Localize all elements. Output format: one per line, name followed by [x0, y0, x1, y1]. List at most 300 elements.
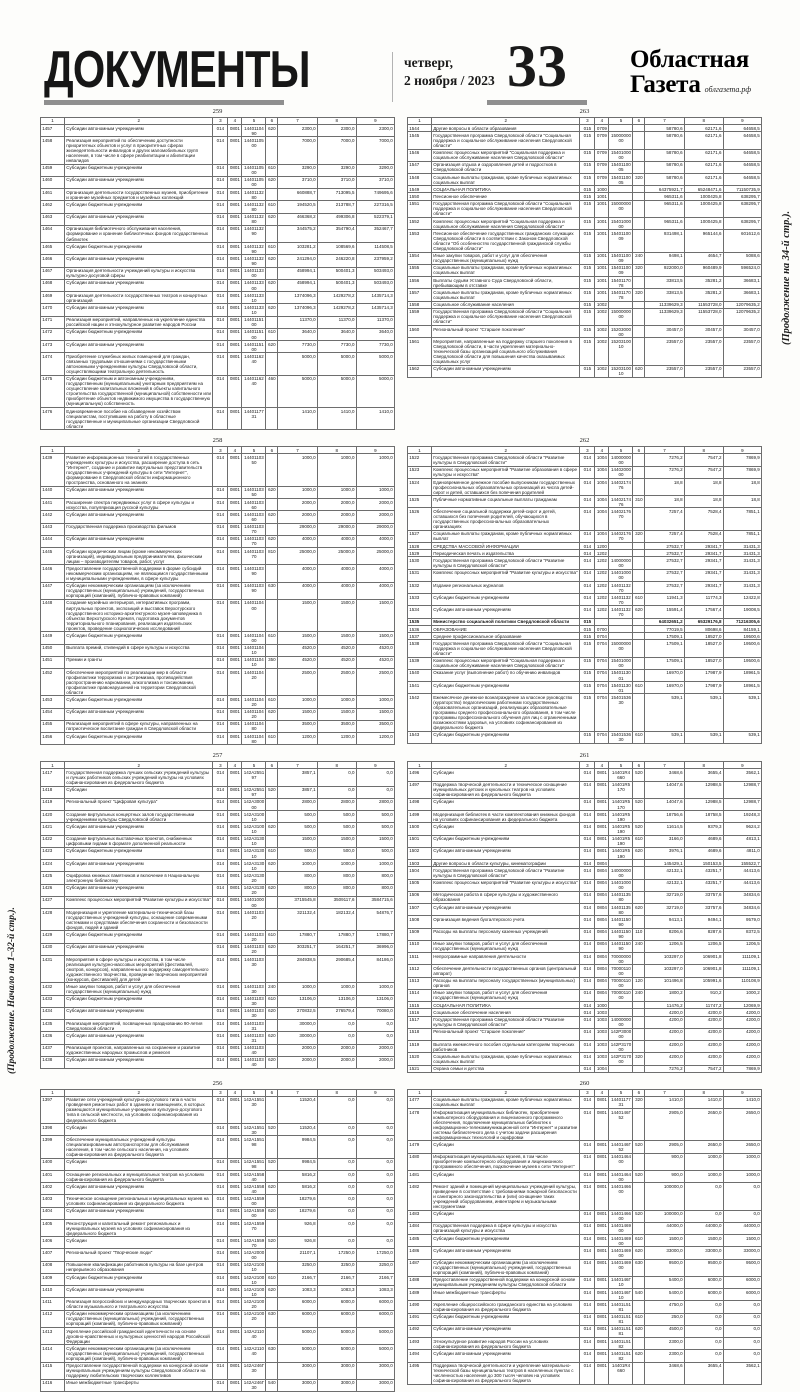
table-row	[41, 769, 395, 786]
table-cell: Комплекс процессных мероприятий "Развитие культуры и искусства"	[65, 896, 213, 908]
table-cell: 610	[633, 1313, 645, 1325]
table-cell: 1440113270	[609, 594, 633, 606]
table-cell: 1524	[408, 478, 432, 495]
table-cell: 250,0	[645, 1313, 685, 1325]
table-cell: 11370,0	[356, 316, 394, 328]
table-cell	[266, 292, 278, 304]
table-cell: Субсидии бюджетным учреждениям	[432, 1313, 580, 1325]
table-cell: 7000000000	[609, 953, 633, 965]
table-cell: 014	[580, 1350, 595, 1362]
table-cell: 0801	[228, 1207, 242, 1219]
table-cell: 1200	[595, 543, 609, 550]
table-cell: 522379,1	[356, 213, 394, 225]
table-cell: 500,0	[278, 847, 318, 859]
table-cell: Пенсионное обеспечение	[432, 193, 580, 200]
table-cell: 014	[580, 1183, 595, 1210]
column-header: 7	[645, 762, 685, 769]
table-cell: 1500,0	[723, 1235, 761, 1247]
table-cell: 9413,1	[645, 916, 685, 928]
table-cell: 014	[213, 292, 228, 304]
masthead-divider	[392, 52, 393, 102]
table-cell: 1472	[41, 328, 65, 340]
table-cell: 25000,0	[317, 548, 356, 565]
table-cell: 2800,0	[317, 798, 356, 810]
table-cell: 1451	[41, 656, 65, 668]
table-cell: 65329176,8	[684, 618, 723, 625]
table-cell: 1440146400	[609, 1153, 633, 1170]
table-cell: 1440110370	[242, 523, 266, 535]
table-cell: Субсидии автономным учреждениям	[432, 365, 580, 377]
table-cell: Среднее профессиональное образование	[432, 633, 580, 640]
table-row	[41, 733, 395, 745]
table-number: 262	[579, 437, 590, 445]
table-row	[408, 496, 762, 508]
table-cell: 926,8	[278, 1237, 318, 1249]
table-number: 261	[579, 752, 590, 760]
table-cell	[633, 308, 645, 325]
table-row	[408, 1096, 762, 1108]
table-cell: 1405	[41, 1219, 65, 1236]
table-cell	[633, 891, 645, 903]
table-cell: 14401R4660	[609, 1362, 633, 1384]
table-cell: СОЦИАЛЬНАЯ ПОЛИТИКА	[432, 186, 580, 193]
table-cell: Субсидии	[432, 1210, 580, 1222]
table-cell: 539,1	[723, 694, 761, 731]
table-cell: 1202	[595, 557, 609, 569]
table-cell: 0704	[595, 657, 609, 669]
column-header: 6	[633, 762, 645, 769]
table-cell: Реализация мероприятий по обеспечению доступности приоритетных объектов и услуг в приоритетных сферах жизнедеятельности инвалидов и других маломобильных групп населения, в том числе в сфере реабилитации и абилитации инвалидов	[65, 137, 213, 164]
table-cell: 5000,0	[278, 1345, 318, 1362]
column-header: 3	[580, 447, 595, 454]
table-cell: 014	[213, 983, 228, 995]
table-cell: 539,1	[723, 731, 761, 743]
table-cell: 142A313010	[243, 848, 265, 859]
table-row	[408, 1259, 762, 1276]
column-header: 1	[408, 1089, 432, 1096]
table-row	[408, 508, 762, 530]
table-cell: 290685,4	[317, 955, 356, 982]
table-cell: 0801	[228, 1273, 242, 1285]
table-row	[408, 550, 762, 557]
table-cell: 4200,0	[723, 1028, 761, 1040]
table-cell: 17987,9	[684, 669, 723, 681]
table-cell: 36683,1	[723, 289, 761, 301]
table-cell: 1440110500	[242, 137, 266, 164]
table-cell: 1440146Г52	[609, 1141, 633, 1153]
table-cell: 014	[213, 769, 228, 786]
table-cell: 1500000000	[609, 640, 633, 657]
table-cell: 0801	[228, 1362, 242, 1379]
table-cell: 1546	[408, 149, 432, 161]
table-cell: 014	[580, 965, 595, 977]
column-header: 1	[408, 447, 432, 454]
table-cell: 1440146Г10	[609, 1276, 633, 1288]
table-cell: 0,0	[317, 1096, 356, 1123]
table-cell: 0,0	[684, 1313, 723, 1325]
table-cell: Социальные выплаты гражданам, кроме публичных нормативных выплат	[432, 530, 580, 542]
table-cell	[633, 1183, 645, 1210]
table-cell: 5000,0	[356, 375, 394, 407]
table-row	[408, 928, 762, 940]
table-cell: 800,0	[356, 872, 394, 884]
table-cell: 014	[580, 928, 595, 940]
table-cell: 1503	[408, 860, 432, 867]
table-cell: 1202	[595, 569, 609, 581]
table-cell: Ремонт зданий и помещений муниципальных учреждений культуры, приведение в соответствие с требованиями пожарной безопасности и санитарного законодательства и (или) оснащение таких учреждений оборудованием, инвентарем и музыкальными инструментами	[432, 1183, 580, 1210]
table-cell: 0801	[228, 884, 242, 896]
table-cell: 0801	[228, 137, 242, 164]
table-cell: 1462	[41, 201, 65, 213]
table-cell: 1500,0	[356, 599, 394, 631]
table-cell: 0801	[228, 786, 242, 798]
table-cell: 1407	[41, 1249, 65, 1261]
column-header: 4	[595, 117, 609, 124]
table-cell: 1561	[408, 338, 432, 365]
table-cell: Развитие информационных технологий в государственных учреждениях культуры и искусства, расширение доступа в сеть "Интернет", создание и развитие виртуальных представительств государственных учреждений культуры в сети "Интернет", формирование в Свердловской области информационного пространства, основанного на знаниях	[65, 454, 213, 486]
table-cell: 2000,0	[356, 499, 394, 511]
table-cell: 0801	[595, 1153, 609, 1170]
table-cell: 1421	[41, 823, 65, 835]
table-cell: 1540113001	[609, 669, 633, 681]
table-row	[408, 132, 762, 149]
table-cell: 014	[213, 523, 228, 535]
table-cell: 18527,0	[684, 633, 723, 640]
column-header: 9	[356, 1089, 394, 1096]
table-cell: 1435714,3	[356, 292, 394, 304]
table-cell	[609, 186, 633, 193]
table-cell: 014	[213, 375, 228, 407]
table-cell: 0804	[595, 916, 609, 928]
table-cell: 3000,0	[317, 1379, 356, 1391]
table-cell	[266, 1328, 278, 1345]
table-cell: 1493	[408, 1338, 432, 1350]
table-cell: 0,0	[684, 1338, 723, 1350]
table-cell: 1440113280	[242, 189, 266, 201]
table-cell: 1440217670	[609, 508, 633, 530]
table-cell	[609, 1009, 633, 1016]
table-cell: 800,0	[278, 884, 318, 896]
table-cell: 1440146900	[609, 1247, 633, 1259]
table-cell: 1000,0	[317, 983, 356, 995]
table-cell: 520	[633, 769, 645, 781]
table-cell: 11553728,0	[684, 301, 723, 308]
table-cell: 1440110500	[242, 164, 266, 176]
table-cell: 0,0	[356, 786, 394, 798]
table-cell: 2000,0	[278, 499, 318, 511]
table-cell	[609, 625, 633, 632]
table-cell: 1440146600	[609, 1210, 633, 1222]
table-cell: 23557,0	[684, 365, 723, 377]
table-header-row	[408, 117, 762, 124]
table-row	[41, 1183, 395, 1195]
table-cell: 4689,6	[684, 847, 723, 859]
table-cell: 27532,7	[645, 557, 685, 569]
table-cell: 014	[580, 454, 595, 466]
table-cell: 9984,5	[278, 1158, 318, 1170]
table-row	[41, 353, 395, 375]
table-row	[41, 1056, 395, 1068]
table-cell: Периодическая печать и издательства	[432, 550, 580, 557]
table-cell: 014	[580, 940, 595, 952]
table-cell: 142A313020	[243, 872, 265, 884]
table-cell: Субсидии автономным учреждениям	[65, 213, 213, 225]
table-cell: 503493,0	[356, 279, 394, 291]
table-cell: 1525	[408, 496, 432, 508]
table-row	[408, 174, 762, 186]
table-cell	[633, 132, 645, 149]
table-cell: Реализация мероприятий, направленных на укрепление единства российской нации и этнокультурное развитие народов России	[65, 316, 213, 328]
table-cell: 5000,0	[278, 375, 318, 407]
table-cell: 36996,0	[356, 943, 394, 955]
table-cell: 1002	[595, 338, 609, 365]
table-cell: 14401L5182	[609, 1338, 633, 1350]
table-cell: 015	[580, 289, 595, 301]
table-cell: 35281,2	[684, 277, 723, 289]
table-cell: 142A210010	[243, 1262, 265, 1273]
table-cell: 14401R5190	[609, 835, 633, 847]
table-cell: 014	[213, 201, 228, 213]
table-cell: 1000,0	[278, 486, 318, 498]
table-row	[408, 1276, 762, 1288]
table-cell: 500,0	[278, 823, 318, 835]
table-cell: 1206,5	[645, 940, 685, 952]
table-cell	[266, 1219, 278, 1236]
table-cell: 101496,8	[645, 977, 685, 989]
table-cell: 7730,0	[278, 341, 318, 353]
table-cell: 213788,7	[317, 201, 356, 213]
table-cell: 0801	[228, 632, 242, 644]
table-cell: 3000,0	[317, 1362, 356, 1379]
table-cell: 6000,0	[356, 1298, 394, 1310]
tables-grid	[40, 108, 762, 1392]
table-cell: 9498,1	[645, 252, 685, 264]
table-cell: 13106,0	[278, 995, 318, 1007]
table-cell: 0801	[228, 1158, 242, 1170]
table-cell: 142A210020	[243, 1299, 265, 1310]
table-cell: 4200,0	[645, 1009, 685, 1016]
table-cell: 2500,0	[317, 669, 356, 696]
table-cell	[633, 326, 645, 338]
table-cell: 1417	[41, 769, 65, 786]
table-row	[408, 149, 762, 161]
table-cell: 014	[580, 466, 595, 478]
table-cell: 3655,4	[684, 1362, 723, 1384]
table-cell: 620	[266, 823, 278, 835]
table-cell: 0801	[595, 1210, 609, 1222]
table-cell: 142A255197	[243, 787, 265, 798]
table-cell: 0804	[595, 879, 609, 891]
table-cell: 015	[580, 731, 595, 743]
table-cell: 1440113270	[609, 581, 633, 593]
table-cell: 0804	[595, 953, 609, 965]
table-cell: 900,0	[645, 1170, 685, 1182]
table-cell: 014	[213, 811, 228, 823]
table-cell: 14047,6	[645, 781, 685, 798]
table-cell: 610	[633, 682, 645, 694]
table-cell: 0801	[228, 943, 242, 955]
table-cell: 71216305,6	[723, 618, 761, 625]
table-cell: 62171,6	[684, 174, 723, 186]
table-cell: 1440117731	[242, 408, 266, 430]
table-cell: 1206,5	[684, 940, 723, 952]
table-cell: 0,0	[317, 1183, 356, 1195]
table-cell	[633, 1338, 645, 1350]
table-cell: 620	[266, 535, 278, 547]
table-cell: 015	[580, 132, 595, 149]
table-cell: 1528	[408, 543, 432, 550]
column-header: 1	[41, 117, 65, 124]
table-cell: 500,0	[317, 811, 356, 823]
table-cell: 1446	[41, 565, 65, 582]
table-cell: 014	[580, 977, 595, 989]
table-cell: 29000,0	[356, 523, 394, 535]
table-cell: Субсидии автономным учреждениям	[65, 535, 213, 547]
table-cell: 5400,0	[645, 1289, 685, 1301]
table-cell: 1459	[41, 164, 65, 176]
table-cell: 142A246Г30	[243, 1380, 265, 1391]
table-row	[41, 408, 395, 430]
table-cell: Другие вопросы в области образования	[432, 125, 580, 132]
table-cell: 0801	[595, 1141, 609, 1153]
table-row	[408, 454, 762, 466]
table-cell: 3509117,6	[317, 896, 356, 908]
table-cell: 18758,5	[684, 811, 723, 823]
table-cell: 0801	[228, 1007, 242, 1019]
table-row	[41, 823, 395, 835]
table-cell: 0,0	[317, 1207, 356, 1219]
table-cell: 1440110330	[242, 995, 266, 1007]
table-cell: 460	[266, 375, 278, 407]
table-cell: 1402	[41, 1183, 65, 1195]
table-cell: 6000,0	[278, 1298, 318, 1310]
table-cell: 11370,0	[317, 316, 356, 328]
table-cell: 1400000000	[609, 867, 633, 879]
table-cell: 164251,7	[317, 943, 356, 955]
table-cell: Региональный проект "Цифровая культура"	[65, 798, 213, 810]
table-cell: 0801	[228, 189, 242, 201]
table-cell: 1002	[595, 365, 609, 377]
column-header: 8	[317, 117, 356, 124]
table-cell	[633, 640, 645, 657]
table-cell: 1500,0	[278, 632, 318, 644]
table-cell: 1427	[41, 896, 65, 908]
table-row	[408, 940, 762, 952]
table-cell: 2650,0	[684, 1109, 723, 1141]
table-cell: 620	[633, 847, 645, 859]
table-cell: 0801	[595, 1096, 609, 1108]
table-cell: 1511	[408, 953, 432, 965]
table-cell: 1440110330	[242, 983, 266, 995]
table-cell: 11520,4	[278, 1096, 318, 1123]
table-cell: 23557,0	[723, 365, 761, 377]
table-cell: 1539	[408, 657, 432, 669]
table-cell: 33000,0	[684, 1247, 723, 1259]
table-cell: 014	[213, 1362, 228, 1379]
table-cell: 240	[633, 252, 645, 264]
column-header: 2	[65, 117, 213, 124]
table-cell: 142A155198	[243, 1159, 265, 1170]
table-cell: Реализация проектов, направленных на сохранение и развитие художественных народных промыслов и ремесел	[65, 1044, 213, 1056]
table-cell: 142A246Г30	[242, 1362, 266, 1379]
table-cell: Единовременное пособие на обзаведение хозяйством специалистам, поступившим на работу в областные государственные и муниципальные организации Свердловской области	[65, 408, 213, 430]
table-cell: 1440115090	[609, 940, 633, 952]
table-cell: Организация деятельности учреждений культуры и искусства культурно-досуговой сферы	[65, 267, 213, 279]
table-cell: 0,0	[317, 1158, 356, 1170]
table-cell: 0804	[595, 940, 609, 952]
table-cell: 1552	[408, 217, 432, 229]
table-cell: 1512	[408, 965, 432, 977]
table-cell: 1448	[41, 599, 65, 631]
table-cell: 015	[580, 200, 595, 217]
table-row	[408, 1325, 762, 1337]
table-cell: 014	[213, 1249, 228, 1261]
table-cell: 64375921,7	[645, 186, 685, 193]
table-cell: 33000,0	[645, 1247, 685, 1259]
table-cell: 630	[633, 1259, 645, 1276]
table-cell: 1403	[41, 1195, 65, 1207]
table-cell: 3640,0	[317, 328, 356, 340]
table-cell: 014	[213, 909, 228, 931]
table-cell: 1440110360	[242, 511, 266, 523]
table-cell: 64032651,2	[645, 618, 685, 625]
table-cell: 0,0	[723, 1210, 761, 1222]
table-cell: 3500,0	[278, 720, 318, 732]
table-cell: 539,1	[645, 694, 685, 731]
table-cell: Субсидии	[432, 823, 580, 835]
table-cell: Комплекс процессных мероприятий "Развитие культуры и искусства"	[432, 879, 580, 891]
table-cell: 11339629,3	[645, 308, 685, 325]
table-cell: 1499	[408, 811, 432, 823]
table-cell: 0801	[228, 1345, 242, 1362]
table-cell: 1422	[41, 835, 65, 847]
table-cell: 18961,5	[723, 682, 761, 694]
table-cell: 500,0	[317, 823, 356, 835]
table-cell: 520	[266, 1124, 278, 1136]
table-cell: 3290,0	[317, 164, 356, 176]
table-row	[41, 1195, 395, 1207]
table-row	[408, 1313, 762, 1325]
table-cell: 014	[213, 1273, 228, 1285]
table-cell: 1470	[41, 304, 65, 316]
table-cell: 44413,6	[723, 867, 761, 879]
table-cell: 015	[580, 186, 595, 193]
column-header: 3	[580, 762, 595, 769]
table-cell: 42132,1	[645, 879, 685, 891]
table-cell: Субсидии	[432, 1170, 580, 1182]
table-cell: 1400000000	[609, 557, 633, 569]
table-row	[408, 669, 762, 681]
table-header-row	[41, 1089, 395, 1096]
table-cell: 18756,6	[645, 811, 685, 823]
table-cell: Субсидии автономным учреждениям	[65, 511, 213, 523]
table-cell: 105991,6	[684, 977, 723, 989]
table-cell: 620	[266, 708, 278, 720]
table-cell: 1000,0	[356, 454, 394, 486]
table-cell	[633, 669, 645, 681]
table-cell: 015	[580, 193, 595, 200]
table-cell: 1504	[408, 867, 432, 879]
table-cell: 1440116240	[242, 353, 266, 375]
table-row	[41, 341, 395, 353]
table-cell	[633, 625, 645, 632]
table-cell: 014	[213, 137, 228, 164]
table-cell: Информатизация муниципальных музеев, в том числе приобретение компьютерного оборудования и лицензионного программного обеспечения, подключение музеев к сети "Интернет"	[432, 1153, 580, 1170]
table-cell: 13106,0	[317, 995, 356, 1007]
table-row	[408, 1028, 762, 1040]
table-row	[408, 694, 762, 731]
table-cell: 620	[266, 255, 278, 267]
